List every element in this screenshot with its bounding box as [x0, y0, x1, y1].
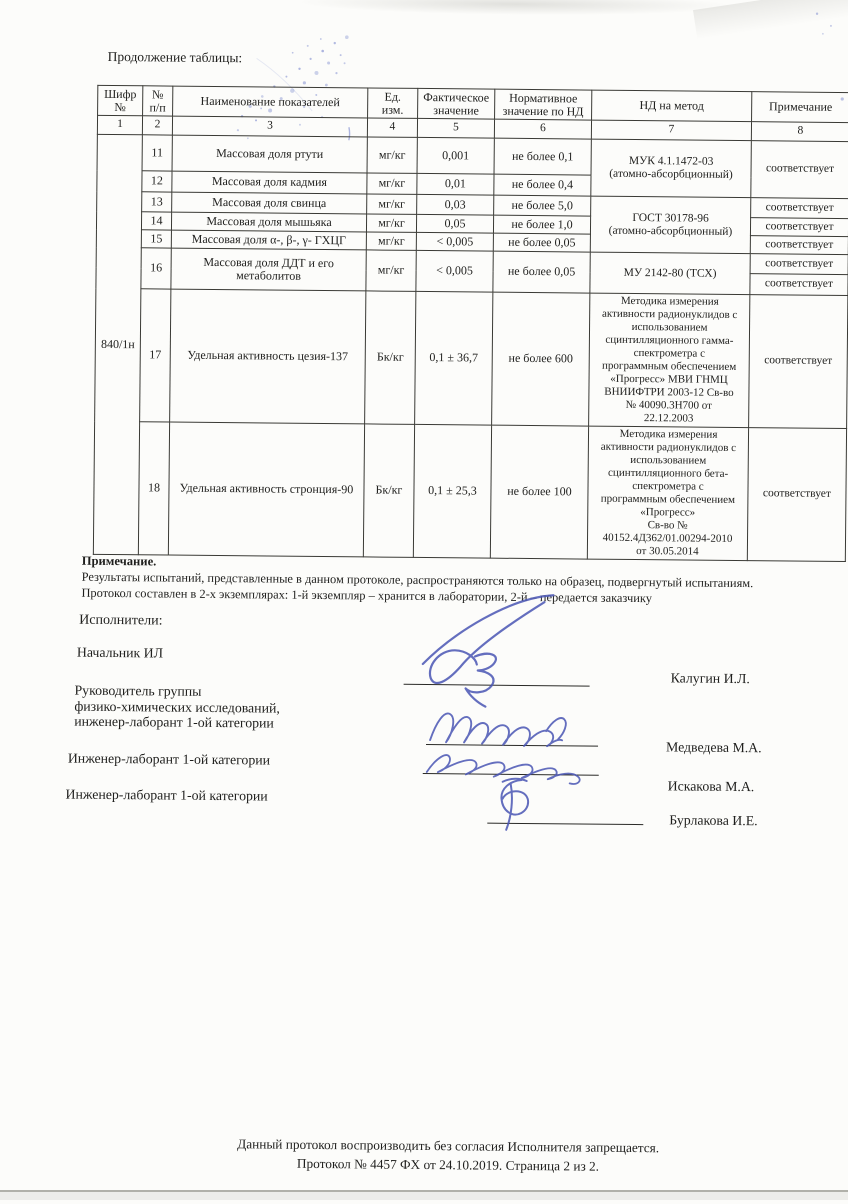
fact-value-cell: 0,001: [417, 137, 494, 174]
row-number-cell: 13: [142, 192, 172, 212]
row-number-cell: 16: [141, 248, 171, 289]
row-number-cell: 17: [140, 289, 171, 422]
norm-value-cell: не более 5,0: [494, 195, 591, 216]
unit-cell: мг/кг: [367, 194, 417, 214]
unit-cell: мг/кг: [367, 137, 417, 173]
row-number-cell: 15: [141, 230, 171, 248]
fact-value-cell: 0,1 ± 25,3: [413, 424, 491, 558]
sample-code-cell: 840/1н: [93, 134, 142, 554]
row-number-cell: 11: [142, 135, 172, 171]
header-num-cell: 6: [494, 119, 591, 139]
header-num-cell: 1: [97, 115, 142, 134]
header-num-cell: 8: [751, 122, 848, 142]
indicator-name-cell: Массовая доля ДДТ и его метаболитов: [171, 248, 366, 291]
indicator-name-cell: Массовая доля ртути: [172, 135, 367, 173]
norm-value-cell: не более 600: [492, 292, 590, 426]
conformity-cell: соответствует: [750, 218, 848, 237]
conformity-cell: соответствует: [750, 236, 848, 255]
unit-cell: мг/кг: [366, 232, 416, 250]
footer-line-1: Данный протокол воспроизводить без согласия Исполнителя запрещается.: [237, 1136, 660, 1156]
role-label: Инженер-лаборант 1-ой категории: [65, 786, 268, 804]
fact-value-cell: 0,03: [417, 194, 494, 215]
header-cell: № п/п: [143, 86, 173, 116]
indicator-name-cell: Массовая доля α-, β-, γ- ГХЦГ: [171, 230, 366, 250]
role-label: Руководитель группы физико-химических исследований, инженер-лаборант 1-ой категории: [74, 682, 280, 731]
method-cell: МУК 4.1.1472-03 (атомно-абсорбционный): [591, 139, 752, 198]
norm-value-cell: не более 100: [490, 425, 588, 559]
signature-stroke-burlakova: [501, 779, 528, 830]
continuation-label: Продолжение таблицы:: [107, 48, 243, 66]
header-cell: НД на метод: [592, 90, 752, 122]
indicator-name-cell: Массовая доля кадмия: [172, 171, 367, 194]
signee-name: Бурлакова И.Е.: [669, 812, 758, 829]
indicator-name-cell: Удельная активность стронция-90: [168, 422, 364, 557]
header-num-cell: 5: [417, 118, 494, 138]
signature-stroke-kalugin: [422, 594, 553, 707]
signee-name: Медведева М.А.: [665, 739, 762, 756]
row-number-cell: 12: [142, 171, 172, 192]
unit-cell: Бк/кг: [363, 424, 414, 557]
indicator-name-cell: Массовая доля мышьяка: [171, 212, 366, 232]
header-cell: Примечание: [752, 92, 848, 123]
footer-block: [54, 1132, 842, 1178]
header-num-cell: 2: [142, 116, 172, 135]
fact-value-cell: < 0,005: [416, 232, 493, 251]
row-number-cell: 14: [141, 212, 171, 230]
unit-cell: Бк/кг: [365, 291, 416, 424]
signature-stroke-medvedeva: [430, 713, 566, 746]
header-cell: Ед. изм.: [368, 88, 418, 118]
scan-artifact: [0, 1192, 848, 1200]
method-cell: Методика измерения активности радионуклидов с использованием сцинтилляционного гамма- спектрометра с программным обеспечением «Прогресс» МВИ ГНМЦ ВНИИФТРИ 2003-12 Св-во № 40090.3Н700 от 22.12.2003: [589, 293, 750, 428]
header-num-cell: 7: [591, 120, 751, 141]
unit-cell: мг/кг: [366, 214, 416, 232]
conformity-cell: соответствует: [751, 198, 848, 219]
footer-line-2: Протокол № 4457 ФХ от 24.10.2019. Страница 2 из 2.: [296, 1155, 600, 1174]
method-cell: МУ 2142-80 (ТСХ): [590, 252, 750, 295]
method-cell: ГОСТ 30178-96 (атомно-абсорбционный): [590, 196, 751, 254]
norm-value-cell: не более 0,4: [494, 174, 591, 196]
conformity-cell: соответствует: [747, 428, 846, 562]
note-line: Протокол составлен в 2-х экземплярах: 1-й экземпляр – хранится в лаборатории, 2-й – передается заказчику: [81, 585, 653, 606]
header-cell: Наименование показателей: [173, 86, 368, 118]
unit-cell: мг/кг: [366, 250, 416, 291]
role-label: Инженер-лаборант 1-ой категории: [67, 750, 271, 768]
row-number-cell: 18: [138, 422, 169, 555]
fact-value-cell: 0,05: [416, 214, 493, 233]
norm-value-cell: не более 0,1: [494, 138, 591, 175]
fact-value-cell: < 0,005: [416, 250, 493, 292]
norm-value-cell: не более 1,0: [493, 215, 590, 234]
signature-stroke-iskakova: [427, 755, 580, 784]
header-cell: Нормативное значение по НД: [495, 89, 592, 120]
note-line: Результаты испытаний, представленные в данном протоколе, распространяются только на образец, подвергнутый испытаниям.: [81, 569, 754, 591]
header-num-cell: 3: [172, 116, 367, 137]
executors-label: Исполнители:: [79, 612, 163, 629]
unit-cell: мг/кг: [367, 173, 417, 194]
norm-value-cell: не более 0,05: [493, 233, 590, 252]
norm-value-cell: не более 0,05: [493, 251, 590, 293]
header-num-cell: 4: [367, 118, 417, 137]
note-heading: Примечание.: [81, 553, 157, 569]
fact-value-cell: 0,01: [417, 173, 494, 195]
signee-name: Искакова М.А.: [667, 778, 755, 795]
indicator-name-cell: Удельная активность цезия-137: [170, 289, 366, 424]
conformity-cell: соответствует: [751, 141, 848, 199]
header-cell: Шифр №: [98, 85, 143, 115]
method-cell: Методика измерения активности радионуклидов с использованием сцинтилляционного бета- спектрометра с программным обеспечением «Прогресс» Св-во № 40152.4Д362/01.00294-2010 от 30.05.2014: [587, 426, 748, 561]
conformity-cell: соответствует: [750, 274, 848, 296]
role-label: Начальник ИЛ: [76, 644, 164, 661]
signee-name: Калугин И.Л.: [670, 670, 750, 687]
header-cell: Фактическое значение: [418, 88, 495, 119]
conformity-cell: соответствует: [749, 295, 848, 429]
indicator-name-cell: Массовая доля свинца: [172, 192, 367, 214]
conformity-cell: соответствует: [750, 254, 848, 275]
fact-value-cell: 0,1 ± 36,7: [415, 291, 493, 425]
